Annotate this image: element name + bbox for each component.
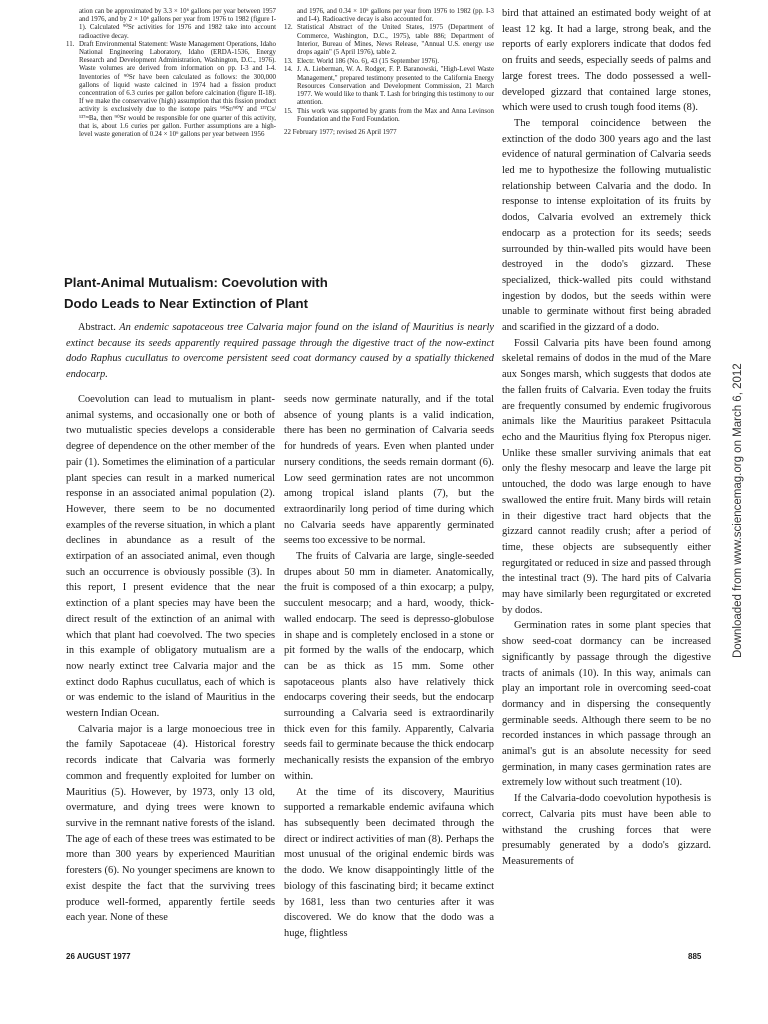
paragraph: If the Calvaria-dodo coevolution hypothesis is correct, Calvaria pits must have been able to withstand the crushing forces that were presumably generated by a dodo's gizzard. Measurements of bbox=[502, 793, 711, 867]
abstract-label: Abstract. bbox=[78, 322, 116, 333]
body-column-3 bbox=[502, 6, 711, 870]
reference-text: Draft Environmental Statement: Waste Management Operations, Idaho National Engineering Laboratory, Idaho (ERDA-1536, Energy Research and Development Administration, Washington, D.C., 1976). Waste volumes are derived from information on pp. I-3 and I-4. Inventories of ⁹⁰Sr have been calculated as follows: the 300,000 gallons of liquid waste calcined in 1974 had a fission product concentration of 6.3 curies per gallon before calcination (figure II-18). If we make the conservative (high) assumption that this fission product activity is exclusively due to the isotope pairs ⁹⁰Sr/⁹⁰Y and ¹³⁷Cs/¹³⁷ᵐBa, then ⁹⁰Sr would be responsible for one quarter of this activity, that is, about 1.6 curies per gallon. Further assumptions are a high-level waste generation of 0.24 × 10⁶ gallons per year between 1956 bbox=[79, 40, 276, 139]
reference-15 bbox=[284, 108, 494, 124]
reference-14 bbox=[284, 66, 494, 107]
paragraph: At the time of its discovery, Mauritius supported a remarkable endemic avifauna which has subsequently been decimated through the direct or indirect activities of man (8). Perhaps the most unusual of the original endemic birds was the dodo. We know disappointingly little of the biology of this fascinating bird; it became extinct by 1681, less than two centuries after it was discovered. We do know that the dodo was a huge, flightless bbox=[284, 786, 494, 939]
download-watermark: Downloaded from www.sciencemag.org on March 6, 2012 bbox=[732, 363, 744, 658]
reference-12 bbox=[284, 24, 494, 57]
reference-number: 14. bbox=[284, 66, 293, 74]
article-title bbox=[64, 272, 494, 314]
paragraph: The fruits of Calvaria are large, single-seeded drupes about 50 mm in diameter. Anatomically, the fruit is composed of a thin exocarp; a pulpy, succulent mesocarp; and a hard, woody, thick-walled endocarp. The seed is depresso-globulose in shape and is completely enclosed in a stone or pit formed by the walls of the endocarp, which can be as thick as 15 mm. Some other sapotaceous plants also have relatively thick endocarps covering their seeds, but the endocarp surrounding a Calvaria seed is extraordinarily thick even for this family. Apparently, Calvaria seeds fail to germinate because the thick endocarp mechanically resists the expansion of the embryo within. bbox=[284, 551, 494, 782]
reference-13 bbox=[284, 58, 494, 66]
paragraph: Coevolution can lead to mutualism in plant-animal systems, and occasionally one or both of two mutualistic species develops a considerable degree of dependence on the other member of the pair (1). Sometimes the elimination of a particular plant species can result in a marked numerical response in an associated animal population (2). However, there seem to be no documented examples of the reverse situation, in which a plant declines in abundance as a result of the extirpation of an associated animal, even though such an occurrence is obviously possible (3). In this report, I present evidence that the near extinction of a plant species may have been the direct result of the extinction of an animal with which that plant had coevolved. The two species in this example of obligatory mutualism are a now nearly extinct tree Calvaria major and the extinct dodo Raphus cucullatus, each of which is or was endemic to the island of Mauritius in the western Indian Ocean. bbox=[66, 394, 275, 720]
abstract bbox=[66, 320, 494, 383]
title-line-1: Plant-Animal Mutualism: Coevolution with bbox=[64, 275, 328, 290]
paragraph: The temporal coincidence between the extinction of the dodo 300 years ago and the last evidence of natural germination of Calvaria seeds led me to hypothesize the following mutualistic relationship between Calvaria and the dodo. In response to intense exploitation of its fruits by dodos, Calvaria evolved an extremely thick endocarp as a protection for its seeds; seeds surrounded by thin-walled pits would have been destroyed in the dodo's gizzard. These specialized, thick-walled pits could withstand ingestion by dodos, but the seeds within were unable to germinate without first being abraded and scarified in the gizzard of a dodo. bbox=[502, 117, 711, 334]
paragraph: seeds now germinate naturally, and if the total absence of young plants is a valid indication, there has been no germination of Calvaria seeds for hundreds of years. Even when planted under nursery conditions, the seeds remain dormant (6). Low seed germination rates are not uncommon among tropical island plants (7), but the extraordinarily long period of time during which no Calvaria seeds have apparently germinated seems too excessive to be normal. bbox=[284, 394, 494, 547]
paragraph: Germination rates in some plant species that show seed-coat dormancy can be increased significantly by passage through the digestive tracts of animals (10). In this way, animals can play an important role in overcoming seed-coat dormancy and in dispersing the consequently germinable seeds. Although there seem to be no recorded instances in which passage through an animal's gut is an absolute necessity for seed germination, in many cases germination rates are extremely low without such treatment (10). bbox=[502, 620, 711, 789]
footer-page-number: 885 bbox=[688, 952, 702, 961]
abstract-text: An endemic sapotaceous tree Calvaria major found on the island of Mauritius is nearly extinct because its seeds apparently required passage through the digestive tract of the now-extinct dodo Raphus cucullatus to overcome persistent seed coat dormancy caused by a spatially thickened endocarp. bbox=[66, 322, 494, 381]
reference-11 bbox=[66, 41, 276, 139]
paragraph: Calvaria major is a large monoecious tree in the family Sapotaceae (4). Historical forestry records indicate that Calvaria was formerly common and frequently exploited for lumber on Mauritius (5). However, by 1973, only 13 old, overmature, and dying trees were known to survive in the remnant native forests of the island. The age of each of these trees was estimated to be more than 300 years by experienced Mauritian foresters (6). No younger specimens are known to exist despite the fact that the surviving trees produce well-formed, apparently fertile seeds each year. None of these bbox=[66, 723, 275, 924]
paragraph: bird that attained an estimated body weight of at least 12 kg. It had a large, strong beak, and the reports of early explorers indicate that dodos fed on fruits and seeds, especially seeds of palms and large forest trees. The dodo possessed a well-developed gizzard that contained large stones, which were used to crush tough food items (8). bbox=[502, 8, 711, 114]
paragraph: Fossil Calvaria pits have been found among skeletal remains of dodos in the mud of the Mare aux Songes marsh, which suggests that dodos ate the fallen fruits of Calvaria. Even today the fruits are frequently consumed by endemic frugivorous animals like the Mauritius parakeet Psittacula echo and the Mauritius flying fox Pteropus niger. Unlike these smaller surviving animals that eat only the fleshy mesocarp and leave the large pit untouched, the dodo was large enough to have swallowed the entire fruit. Many birds will retain in their digestive tract hard objects that the gizzard cannot readily crush; after a period of time, these objects are subsequently either regurgitated or reduced in size and passed through the intestinal tract (9). The hard pits of Calvaria may have similarly been regurgitated or excreted by dodos. bbox=[502, 337, 711, 616]
footer-date: 26 AUGUST 1977 bbox=[66, 952, 131, 961]
footnote-continued-mid: and 1976, and 0.34 × 10⁶ gallons per year from 1976 to 1982 (pp. I-3 and I-4). Radioactive decay is also accounted for. bbox=[297, 8, 494, 24]
body-column-2 bbox=[284, 392, 494, 942]
body-column-1 bbox=[66, 392, 275, 926]
reference-text: This work was supported by grants from the Max and Anna Levinson Foundation and the Ford Foundation. bbox=[297, 107, 494, 124]
reference-text: Electr. World 186 (No. 6), 43 (15 September 1976). bbox=[297, 57, 440, 65]
footnotes-middle bbox=[284, 8, 494, 138]
footnotes-left bbox=[66, 8, 276, 140]
reference-number: 11. bbox=[66, 40, 75, 48]
title-line-2: Dodo Leads to Near Extinction of Plant bbox=[64, 296, 308, 311]
reference-number: 12. bbox=[284, 24, 293, 32]
reference-text: Statistical Abstract of the United States, 1975 (Department of Commerce, Washington, D.C., 1975), table 886; Department of Interior, Bureau of Mines, News Release, "Annual U.S. energy use drops again" (5 April 1976), table 2. bbox=[297, 24, 494, 57]
footnote-continued-left: ation can be approximated by 3.3 × 10⁶ gallons per year between 1957 and 1976, and by 2 × 10⁶ gallons per year from 1976 to 1982 (figure I-1). Calculated ⁹⁰Sr activities for 1976 and 1982 take into account radioactive decay. bbox=[79, 8, 276, 40]
reference-text: J. A. Lieberman, W. A. Rodger, F. P. Baranowski, "High-Level Waste Management," prepared testimony presented to the California Energy Resources Conservation and Development Commission, 21 March 1977. We would like to thank T. Lash for bringing this testimony to our attention. bbox=[297, 66, 494, 107]
received-date: 22 February 1977; revised 26 April 1977 bbox=[284, 129, 397, 137]
reference-number: 15. bbox=[284, 107, 293, 115]
reference-number: 13. bbox=[284, 57, 293, 65]
